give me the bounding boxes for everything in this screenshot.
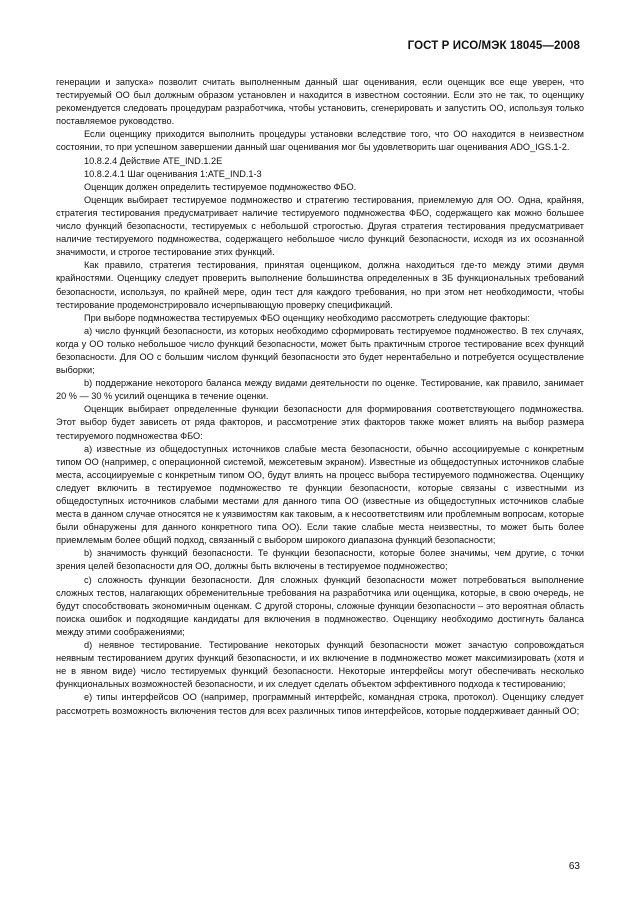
paragraph: Если оценщику приходится выполнить процедуры установки вследствие того, что ОО находится в неизвестном состоянии, то при успешном завершении данный шаг оценивания мог бы удовлетворить шаг оценивания ADO_IGS.1-2. (56, 129, 584, 153)
page-number: 63 (568, 861, 580, 872)
list-item: с) сложность функции безопасности. Для сложных функций безопасности может потребоваться выполнение сложных тестов, налагающих обременительные требования на разработчика или оценщика, которые, в свою очередь, не будут способствовать экономичным оценкам. С другой стороны, сложные функции безопасности – это вероятная область поиска ошибок и подходящие кандидаты для включения в подмножество. Оценщику необходимо достигнуть баланса между этими соображениями; (56, 574, 584, 637)
list-item: е) типы интерфейсов ОО (например, программный интерфейс, командная строка, протокол). Оценщику следует рассмотреть возможность включения тестов для всех различных типов интерфейсов, которые поддерживает данный ОО; (56, 692, 584, 716)
paragraph: При выборе подмножества тестируемых ФБО оценщику необходимо рассмотреть следующие факторы: (84, 312, 530, 323)
paragraph: Оценщик должен определить тестируемое подмножество ФБО. (84, 181, 357, 192)
paragraph: Как правило, стратегия тестирования, принятая оценщиком, должна находиться где-то между этими двумя крайностями. Оценщику следует проверить выполнение большинства определенных в ЗБ функциональных требований безопасности, используя, по крайней мере, один тест для каждого требования, но при этом нет необходимости, чтобы тестирование продемонстрировало исчерпывающую проверку спецификаций. (56, 260, 584, 310)
section-heading: 10.8.2.4 Действие ATE_IND.1.2E (84, 155, 223, 166)
list-item: b) поддержание некоторого баланса между видами деятельности по оценке. Тестирование, как правило, занимает 20 % — 30 % усилий оценщика в течение оценки. (56, 378, 584, 402)
list-item: а) число функций безопасности, из которых необходимо сформировать тестируемое подмножество. В тех случаях, когда у ОО только небольшое число функций безопасности, может быть практичным строгое тестирование всех функций безопасности. Для ОО с большим числом функций безопасности это будет нерентабельно и потребуется осуществление выборки; (56, 325, 584, 376)
standard-header: ГОСТ Р ИСО/МЭК 18045—2008 (407, 40, 580, 52)
paragraph: Оценщик выбирает определенные функции безопасности для формирования соответствующего подмножества. Этот выбор будет зависеть от ряда факторов, и рассмотрение этих факторов также может влиять на выбор размера тестируемого подмножества ФБО: (56, 404, 584, 441)
section-heading: 10.8.2.4.1 Шаг оценивания 1:ATE_IND.1-3 (84, 168, 262, 179)
body-text (56, 76, 584, 718)
list-item: b) значимость функций безопасности. Те функции безопасности, которые более значимы, чем другие, с точки зрения целей безопасности для ОО, должны быть включены в тестируемое подмножество; (56, 548, 584, 572)
paragraph: генерации и запуска» позволит считать выполненным данный шаг оценивания, если оценщик все еще уверен, что тестируемый ОО был должным образом установлен и находится в известном состоянии. Если это не так, то оценщику рекомендуется следовать процедурам разработчика, чтобы установить, сгенерировать и запустить ОО, используя только поставляемое руководство. (56, 77, 584, 127)
list-item: а) известные из общедоступных источников слабые места безопасности, обычно ассоциируемые с конкретным типом ОО (например, с операционной системой, межсетевым экраном). Известные из общедоступных источников слабые места, ассоциируемые с конкретным типом ОО, будут влиять на процесс выбора тестируемого подмножества. Оценщику следует включить в тестируемое подмножество те функции безопасности, которые связаны с известными из общедоступных источников слабыми местами для данного типа ОО (известные из общедоступных источников слабые места в данном случае относятся не к уязвимостям как таковым, а к несоответствиям или проблемным вопросам, которые были обнаружены для данного конкретного типа ОО). Если такие слабые места неизвестны, то может быть более приемлемым более общий подход, связанный с выбором широкого диапазона функций безопасности; (56, 443, 584, 546)
list-item: d) неявное тестирование. Тестирование некоторых функций безопасности может зачастую сопровождаться неявным тестированием других функций безопасности, и их включение в подмножество может максимизировать (хотя и не в явном виде) число тестируемых функций безопасности. Некоторые интерфейсы могут обеспечивать несколько функциональных возможностей безопасности, и их следует сделать объектом эффективного подхода к тестированию; (56, 640, 584, 690)
paragraph: Оценщик выбирает тестируемое подмножество и стратегию тестирования, приемлемую для ОО. Одна, крайняя, стратегия тестирования предусматривает наличие тестируемого подмножества ФБО, содержащего как можно большее число функций безопасности, тестируемых с небольшой строгостью. Другая стратегия тестирования предусматривает наличие тестируемого подмножества, содержащего небольшое число функций безопасности, исходя из их осознанной значимости, и строгое тестирование этих функций. (56, 194, 584, 258)
